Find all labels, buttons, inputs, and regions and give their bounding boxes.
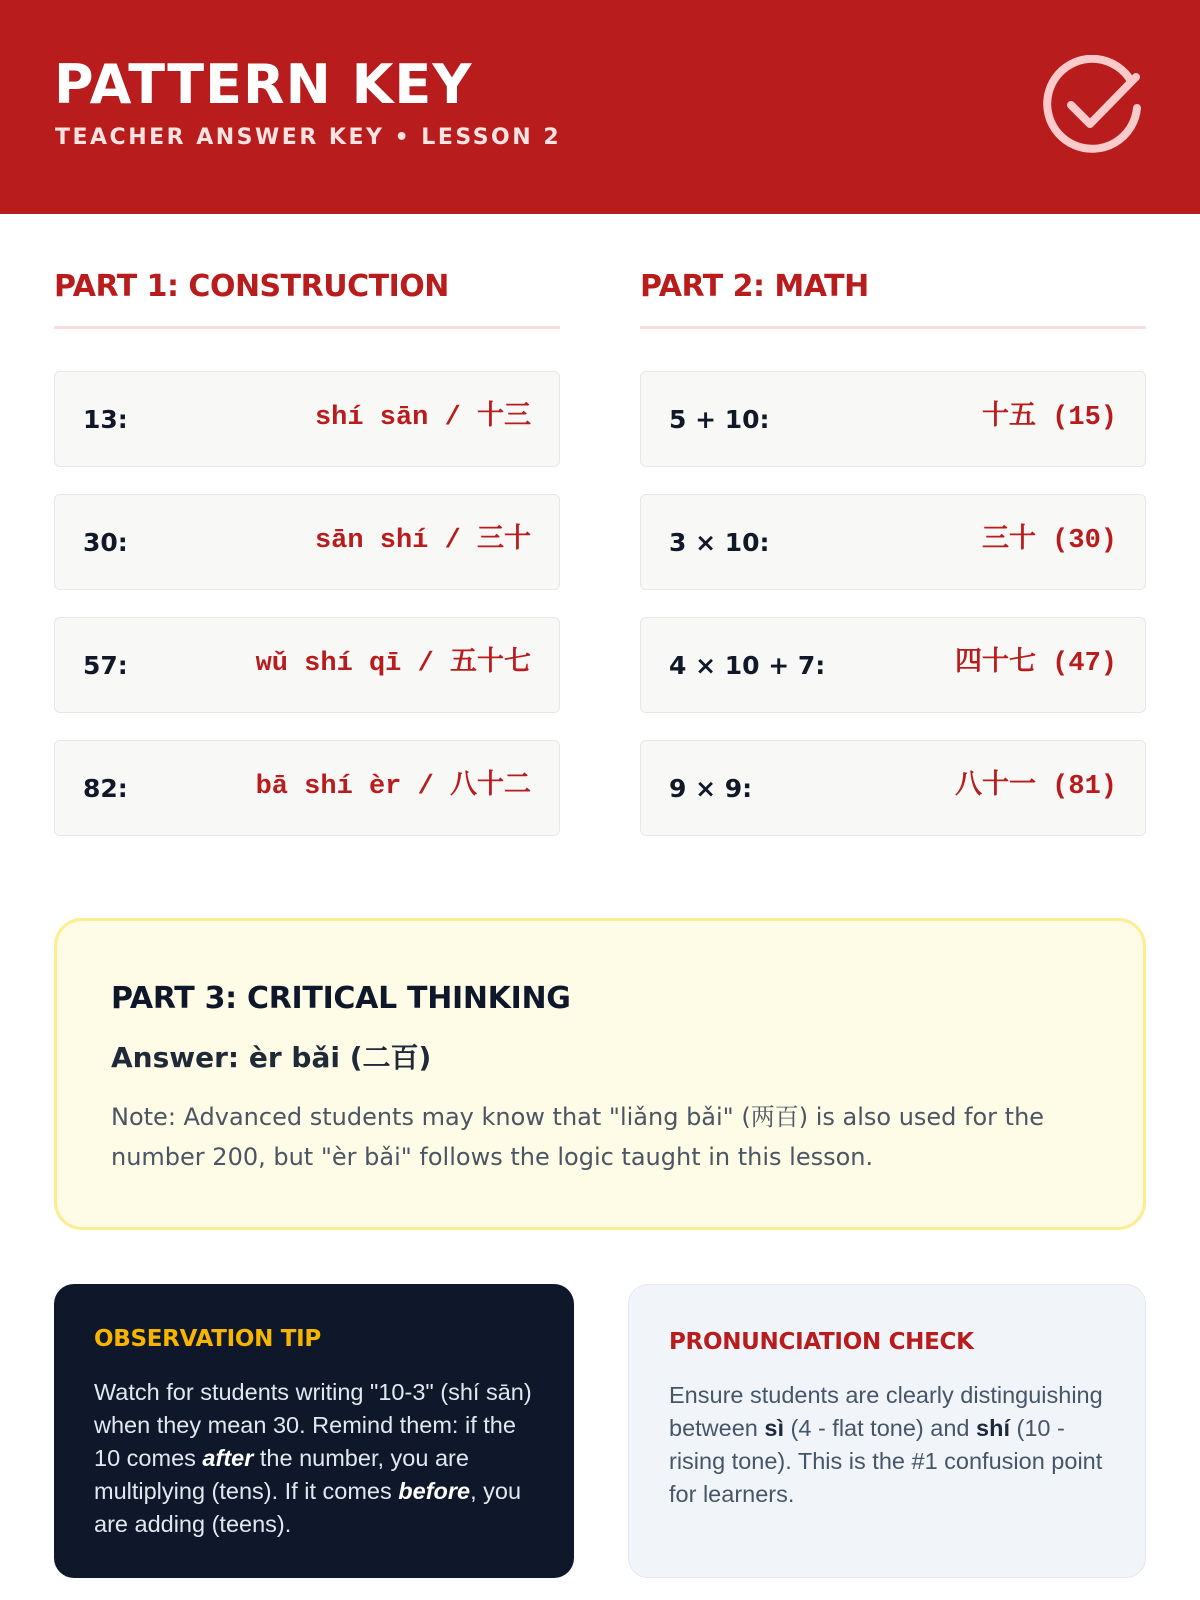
card-label: 3 × 10: <box>669 528 770 557</box>
math-card <box>640 494 1146 590</box>
construction-card <box>54 371 560 467</box>
construction-card <box>54 494 560 590</box>
card-label: 82: <box>83 774 128 803</box>
card-answer: 三十 (30) <box>981 526 1117 556</box>
part3-title: PART 3: CRITICAL THINKING <box>111 981 571 1016</box>
card-answer: bā shí èr / 八十二 <box>255 772 531 802</box>
card-answer: sān shí / 三十 <box>314 526 531 556</box>
card-answer: 四十七 (47) <box>954 649 1117 679</box>
page-title: PATTERN KEY <box>54 53 473 116</box>
card-label: 13: <box>83 405 128 434</box>
card-label: 4 × 10 + 7: <box>669 651 826 680</box>
math-card <box>640 371 1146 467</box>
card-answer: 八十一 (81) <box>954 772 1117 802</box>
construction-card <box>54 617 560 713</box>
card-label: 9 × 9: <box>669 774 753 803</box>
critical-thinking-panel <box>54 918 1146 1230</box>
pronunciation-check-card <box>628 1284 1146 1578</box>
part3-note: Note: Advanced students may know that "liǎng bǎi" (两百) is also used for the number 200, but "èr bǎi" follows the logic taught in this lesson. <box>111 1103 1045 1171</box>
check-circle-icon <box>1040 55 1146 161</box>
card-answer: 十五 (15) <box>981 403 1117 433</box>
part2-divider <box>640 326 1146 329</box>
part3-answer: Answer: èr bǎi (二百) <box>111 1041 432 1074</box>
construction-card <box>54 740 560 836</box>
math-card <box>640 617 1146 713</box>
card-answer: wǔ shí qī / 五十七 <box>255 649 531 679</box>
page-subtitle: TEACHER ANSWER KEY • LESSON 2 <box>55 125 562 150</box>
card-label: 30: <box>83 528 128 557</box>
part1-divider <box>54 326 560 329</box>
pronunciation-check-text: Ensure students are clearly distinguishing between sì (4 - flat tone) and shí (10 - rising tone). This is the #1 confusion point for learners. <box>669 1382 1103 1507</box>
observation-tip-title: OBSERVATION TIP <box>94 1326 321 1352</box>
pronunciation-check-title: PRONUNCIATION CHECK <box>669 1329 974 1355</box>
math-card <box>640 740 1146 836</box>
observation-tip-card <box>54 1284 574 1578</box>
card-label: 57: <box>83 651 128 680</box>
card-label: 5 + 10: <box>669 405 770 434</box>
observation-tip-text: Watch for students writing "10-3" (shí sān) when they mean 30. Remind them: if the 10 comes after the number, you are multiplying (tens). If it comes before, you are adding (teens). <box>94 1379 532 1537</box>
header-banner <box>0 0 1200 214</box>
part2-title: PART 2: MATH <box>640 269 869 304</box>
part1-title: PART 1: CONSTRUCTION <box>54 269 449 304</box>
card-answer: shí sān / 十三 <box>314 403 531 433</box>
